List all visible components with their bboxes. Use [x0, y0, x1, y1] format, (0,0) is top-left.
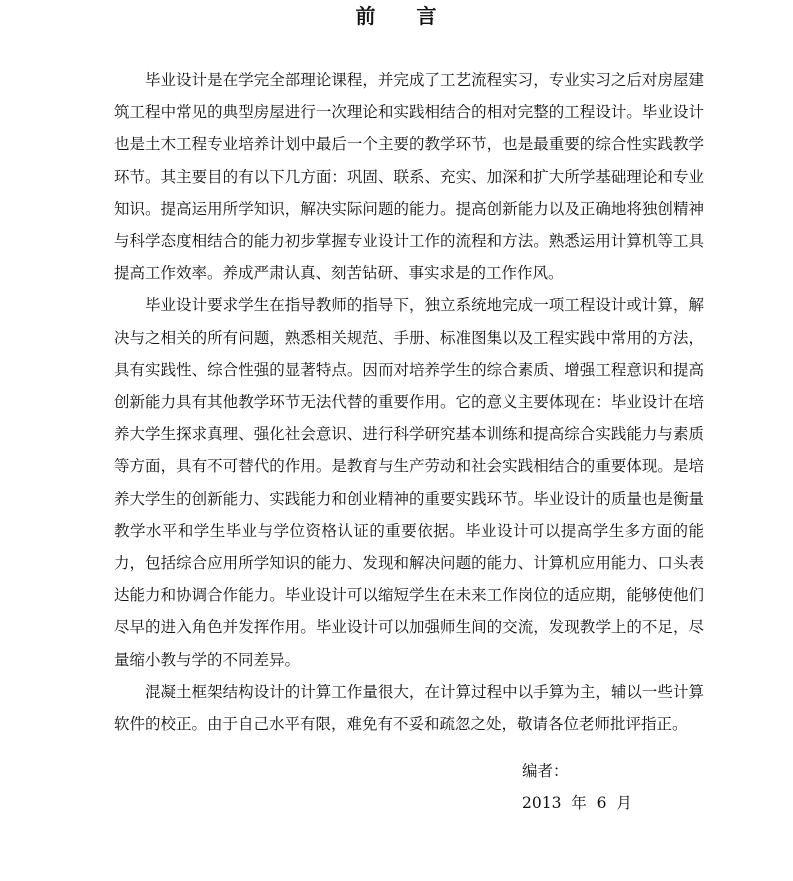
preface-paragraph-2: 毕业设计要求学生在指导教师的指导下，独立系统地完成一项工程设计或计算，解决与之相关的所有问题，熟悉相关规范、手册、标准图集以及工程实践中常用的方法，具有实践性、综合性强的显著特点。因而对培养学生的综合素质、增强工程意识和提高创新能力具有其他教学环节无法代替的重要作用。它的意义主要体现在：毕业设计在培养大学生探求真理、强化社会意识、进行科学研究基本训练和提高综合实践能力与素质等方面，具有不可替代的作用。是教育与生产劳动和社会实践相结合的重要体现。是培养大学生的创新能力、实践能力和创业精神的重要实践环节。毕业设计的质量也是衡量教学水平和学生毕业与学位资格认证的重要依据。毕业设计可以提高学生多方面的能力，包括综合应用所学知识的能力、发现和解决问题的能力、计算机应用能力、口头表达能力和协调合作能力。毕业设计可以缩短学生在未来工作岗位的适应期，能够使他们尽早的进入角色并发挥作用。毕业设计可以加强师生间的交流，发现教学上的不足，尽量缩小教与学的不同差异。	[114, 296, 704, 669]
page-title	[0, 4, 793, 28]
title-char-1: 前	[355, 4, 377, 28]
signature-block	[522, 755, 632, 819]
preface-body	[114, 64, 704, 740]
preface-paragraph-1: 毕业设计是在学完全部理论课程，并完成了工艺流程实习，专业实习之后对房屋建筑工程中常见的典型房屋进行一次理论和实践相结合的相对完整的工程设计。毕业设计也是土木工程专业培养计划中最后一个主要的教学环节，也是最重要的综合性实践教学环节。其主要目的有以下几方面：巩固、联系、充实、加深和扩大所学基础理论和专业知识。提高运用所学知识，解决实际问题的能力。提高创新能力以及正确地将独创精神与科学态度相结合的能力初步掌握专业设计工作的流程和方法。熟悉运用计算机等工具提高工作效率。养成严肃认真、刻苦钻研、事实求是的工作作风。	[114, 71, 704, 283]
preface-paragraph-3: 混凝土框架结构设计的计算工作量很大，在计算过程中以手算为主，辅以一些计算软件的校正。由于自己水平有限，难免有不妥和疏忽之处，敬请各位老师批评指正。	[114, 682, 704, 734]
editor-label: 编者：	[522, 762, 569, 780]
signature-date: 2013 年 6 月	[522, 794, 632, 812]
title-char-2: 言	[416, 4, 438, 28]
